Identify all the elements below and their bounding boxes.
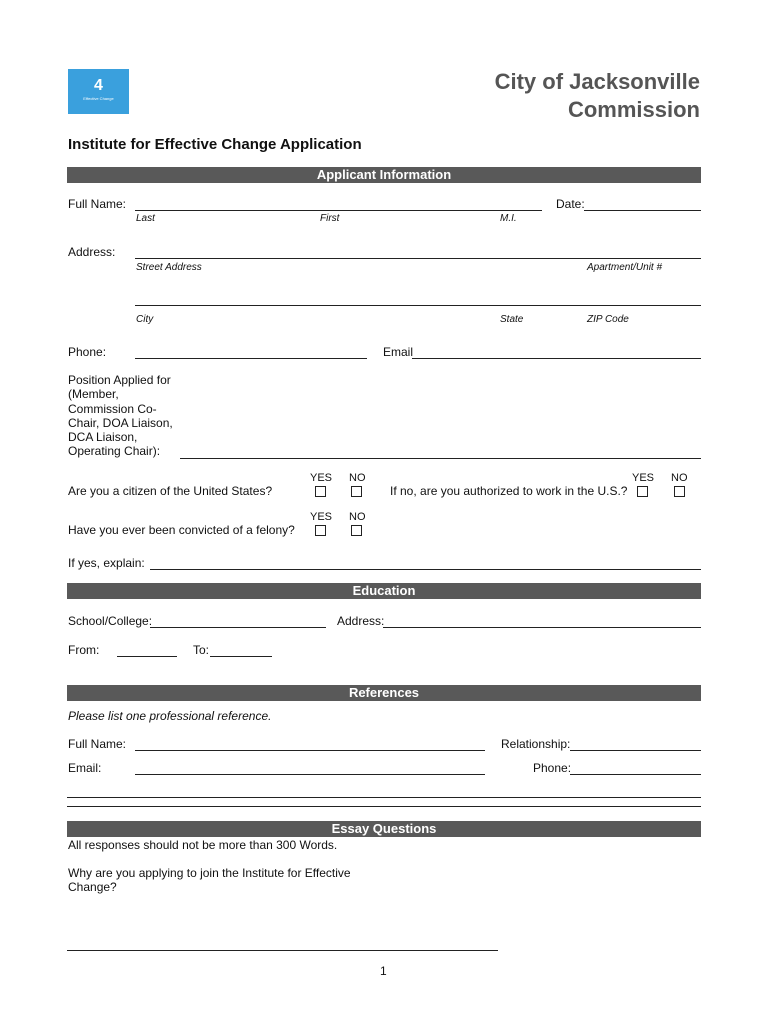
section-education: Education [67, 583, 701, 599]
city-state-zip-input[interactable] [135, 305, 701, 306]
page-number: 1 [380, 964, 387, 978]
caption-street-address: Street Address [136, 262, 202, 273]
explain-label: If yes, explain: [68, 556, 145, 570]
section-applicant-information: Applicant Information [67, 167, 701, 183]
section-essay-questions: Essay Questions [67, 821, 701, 837]
school-address-label: Address: [337, 614, 385, 628]
position-label-line: Position Applied for [68, 373, 171, 387]
from-label: From: [68, 643, 100, 657]
caption-city: City [136, 314, 154, 325]
position-label-line: (Member, [68, 387, 119, 402]
phone-input[interactable] [135, 358, 367, 359]
organization-name [495, 68, 700, 124]
citizen-yes-checkbox[interactable] [315, 486, 326, 497]
authorized-no-label: NO [671, 472, 688, 484]
school-label: School/College: [68, 614, 153, 628]
org-line-1: City of Jacksonville [494, 69, 700, 94]
from-input[interactable] [117, 656, 177, 657]
street-address-input[interactable] [135, 258, 701, 259]
full-name-input[interactable] [135, 210, 542, 211]
felony-no-label: NO [349, 511, 366, 523]
email-label: Email [383, 345, 414, 359]
felony-no-checkbox[interactable] [351, 525, 362, 536]
reference-email-input[interactable] [135, 774, 485, 775]
form-title: Institute for Effective Change Application [68, 136, 362, 153]
reference-email-label: Email: [68, 761, 102, 775]
caption-state: State [500, 314, 524, 325]
caption-apartment: Apartment/Unit # [587, 262, 663, 273]
felony-yes-label: YES [310, 511, 333, 523]
caption-zip-code: ZIP Code [587, 314, 629, 325]
org-line-2: Commission [567, 97, 700, 122]
essay-question-1-line: Why are you applying to join the Institute for Effective [68, 866, 351, 880]
date-label: Date: [556, 197, 585, 211]
references-instruction: Please list one professional reference. [68, 709, 272, 723]
logo-number: 4 [94, 77, 103, 94]
position-input[interactable] [180, 458, 701, 459]
date-input[interactable] [584, 210, 701, 211]
logo [68, 69, 129, 114]
email-input[interactable] [412, 358, 701, 359]
position-label [68, 373, 173, 459]
authorized-question: If no, are you authorized to work in the U.S.? [390, 484, 628, 498]
citizen-yes-label: YES [310, 472, 333, 484]
divider [67, 806, 701, 807]
authorized-no-checkbox[interactable] [674, 486, 685, 497]
essay-question-1-line: Change? [68, 880, 117, 895]
address-label: Address: [68, 245, 116, 259]
logo-caption: Effective Change [83, 96, 114, 101]
school-input[interactable] [150, 627, 326, 628]
reference-phone-input[interactable] [570, 774, 701, 775]
reference-phone-label: Phone: [533, 761, 572, 775]
full-name-label: Full Name: [68, 197, 127, 211]
explain-input[interactable] [150, 569, 701, 570]
caption-last: Last [136, 213, 155, 224]
authorized-yes-checkbox[interactable] [637, 486, 648, 497]
to-input[interactable] [210, 656, 272, 657]
felony-yes-checkbox[interactable] [315, 525, 326, 536]
caption-mi: M.I. [500, 213, 517, 224]
reference-name-label: Full Name: [68, 737, 127, 751]
essay-answer-1-input[interactable] [67, 950, 498, 951]
authorized-yes-label: YES [632, 472, 655, 484]
reference-name-input[interactable] [135, 750, 485, 751]
relationship-input[interactable] [570, 750, 701, 751]
divider [67, 797, 701, 798]
caption-first: First [320, 213, 340, 224]
essay-note: All responses should not be more than 300 Words. [68, 838, 338, 852]
position-label-line: Operating Chair): [68, 444, 161, 459]
position-label-line: Chair, DOA Liaison, [68, 415, 173, 430]
to-label: To: [193, 643, 210, 657]
citizen-no-checkbox[interactable] [351, 486, 362, 497]
phone-label: Phone: [68, 345, 107, 359]
citizen-question: Are you a citizen of the United States? [68, 484, 273, 498]
section-references: References [67, 685, 701, 701]
school-address-input[interactable] [383, 627, 701, 628]
position-label-line: DCA Liaison, [68, 430, 138, 445]
citizen-no-label: NO [349, 472, 366, 484]
essay-question-1 [68, 866, 351, 895]
felony-question: Have you ever been convicted of a felony? [68, 523, 295, 537]
relationship-label: Relationship: [501, 737, 571, 751]
position-label-line: Commission Co- [68, 401, 157, 416]
